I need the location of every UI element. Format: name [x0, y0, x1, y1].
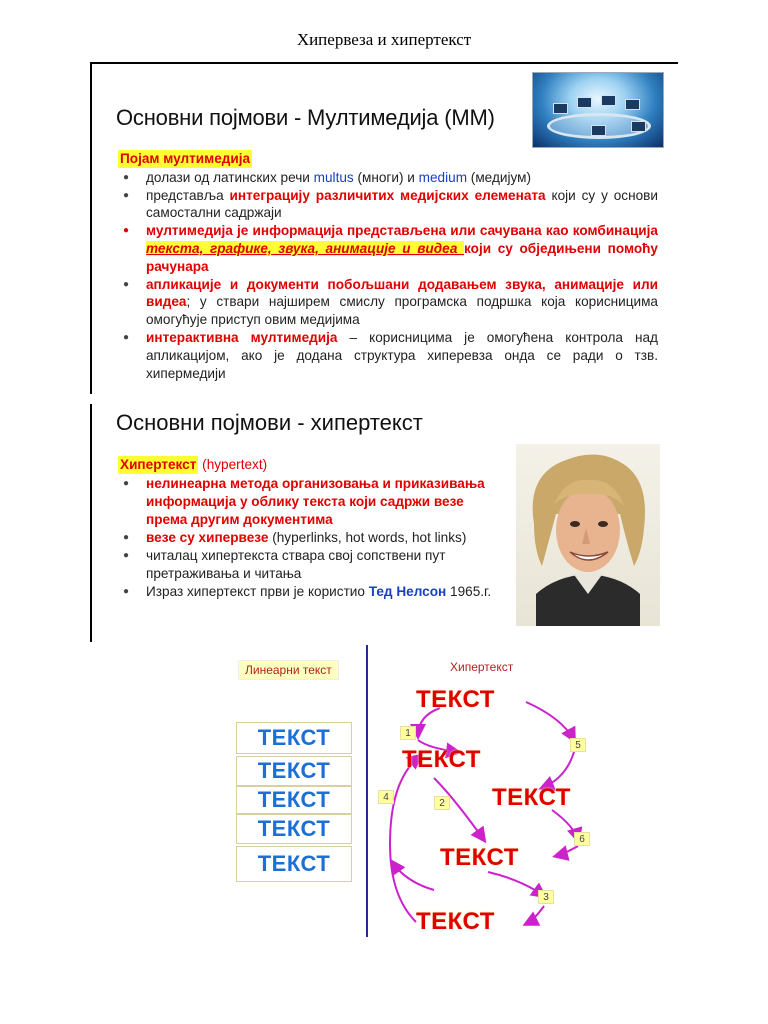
- section-label-hypertext: Хипертекст: [120, 457, 197, 472]
- linear-text-block: ТЕКСТ: [236, 814, 352, 844]
- hypertext-bullet-list: [118, 475, 508, 601]
- hypertext-content: [118, 456, 508, 601]
- list-item: ● интерактивна мултимедија – корисницима је омогућена контрола над апликацијом, ако је додана структура хиперевза онда се ради о тзв. хипермедији: [118, 329, 658, 382]
- hypertext-node: ТЕКСТ: [440, 844, 519, 871]
- list-item: ● апликације и документи побољшани додавањем звука, анимације или видеа; у ствари најширем смислу програмска подршка која корисницима омогућује приступ овим медијима: [118, 276, 658, 329]
- linear-text-block: ТЕКСТ: [236, 756, 352, 786]
- hypertext-node: ТЕКСТ: [416, 908, 495, 935]
- list-item: ● читалац хипертекста ствара свој сопствени пут претраживања и читања: [118, 547, 508, 583]
- link-number: 1: [400, 726, 416, 740]
- list-item: ● Израз хипертекст први је користио Тед Нелсон 1965.г.: [118, 583, 508, 601]
- list-item: ● мултимедија је информација представљена или сачувана као комбинација текста, графике, звука, анимације и видеа који су обједињени помоћу рачунара: [118, 222, 658, 275]
- slide-multimedia: [90, 62, 678, 394]
- multimedia-conference-image: [532, 72, 664, 148]
- slide-heading-multimedia: Основни појмови - Мултимедија (ММ): [116, 105, 495, 130]
- ted-nelson-portrait: [516, 444, 660, 626]
- list-item: ● нелинеарна метода организовања и приказивања информација у облику текста који садржи везе према другим документима: [118, 475, 508, 529]
- linear-vs-hypertext-diagram: [222, 640, 585, 940]
- linear-text-block: ТЕКСТ: [236, 722, 352, 754]
- linear-text-block: ТЕКСТ: [236, 846, 352, 882]
- multimedia-bullet-list: [118, 169, 658, 383]
- list-item: ● представља интеграцију различитих медијских елемената који су у основи самостални садржаји: [118, 187, 658, 223]
- slide-hypertext: [90, 404, 658, 642]
- list-item: ● долази од латинских речи multus (многи) и medium (медијум): [118, 169, 658, 187]
- page-title: Хипервеза и хипертекст: [296, 30, 472, 49]
- hypertext-node: ТЕКСТ: [492, 784, 571, 811]
- slide-heading-hypertext: Основни појмови - хипертекст: [116, 410, 423, 435]
- section-label-multimedia: Појам мултимедија: [120, 151, 251, 166]
- link-number: 6: [574, 832, 590, 846]
- hypertext-node: ТЕКСТ: [416, 686, 495, 713]
- link-number: 4: [378, 790, 394, 804]
- link-number: 5: [570, 738, 586, 752]
- list-item: ● везе су хипервезе (hyperlinks, hot words, hot links): [118, 529, 508, 547]
- link-number: 3: [538, 890, 554, 904]
- multimedia-content: [118, 150, 658, 382]
- linear-text-label: Линеарни текст: [238, 660, 339, 680]
- linear-text-block: ТЕКСТ: [236, 786, 352, 814]
- section-label-suffix: (hypertext): [198, 457, 268, 472]
- hypertext-node: ТЕКСТ: [402, 746, 481, 773]
- link-number: 2: [434, 796, 450, 810]
- hypertext-label: Хипертекст: [450, 660, 514, 674]
